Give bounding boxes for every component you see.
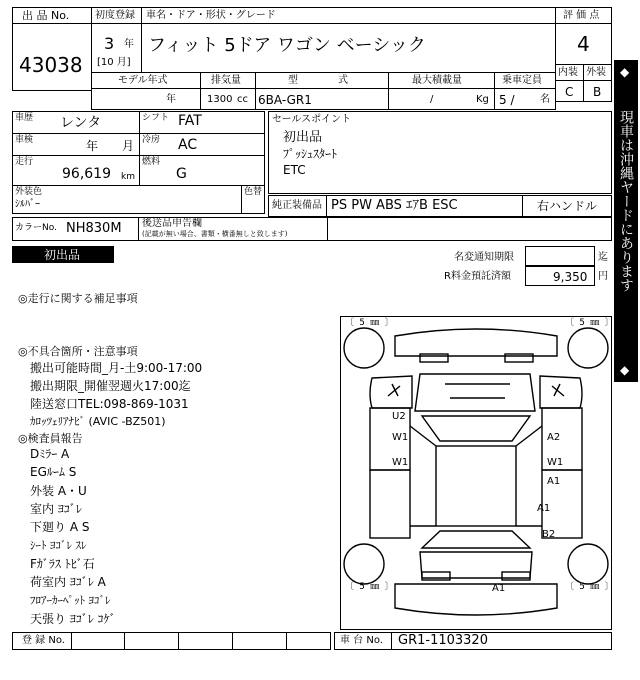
model-type: 6BA-GR1: [258, 93, 312, 107]
sales-point-item: ETC: [283, 163, 306, 177]
first-listing-badge-text: 初出品: [44, 248, 81, 262]
inspector-line: Fｶﾞﾗｽ ﾄﾋﾞ石: [30, 557, 95, 571]
model-year-label: モデル年式: [118, 75, 168, 86]
capacity-unit: 名: [540, 94, 550, 105]
damage-mark: W1: [392, 457, 409, 468]
inspector-line: 天張り ﾖｺﾞﾚ ｺｹﾞ: [30, 612, 116, 626]
after-market-label: 後送品申告欄: [142, 218, 202, 229]
tire-depth-front-right: 〔 5 ㎜ 〕: [565, 318, 614, 328]
exterior-label: 外装: [586, 67, 606, 78]
inspection-year: 年: [86, 139, 99, 153]
interior-grade: C: [565, 85, 574, 99]
first-registration-month: [10 月]: [97, 57, 131, 68]
banner-diamond-bottom: ◆: [620, 363, 630, 377]
fuel-label: 燃料: [142, 157, 161, 167]
damage-mark: B2: [542, 529, 556, 540]
color-change-label: 色替: [244, 187, 263, 197]
inspector-line: 外装 A・U: [30, 484, 87, 498]
inspection-month: 月: [122, 139, 135, 153]
car-name-label: 車名・ドア・形状・グレード: [146, 10, 276, 21]
score: 4: [577, 32, 590, 56]
equipment-label: 純正装備品: [272, 200, 322, 211]
damage-mark: W1: [547, 457, 564, 468]
car-name: フィット 5ドア ワゴン ベーシック: [148, 35, 426, 56]
inspector-line: 下廻り A S: [30, 520, 90, 534]
score-label: 評 価 点: [563, 10, 600, 21]
displacement-unit: cc: [237, 94, 248, 105]
steering-position: 右ハンドル: [537, 199, 598, 213]
inspector-line: Dﾐﾗｰ A: [30, 447, 70, 461]
defect-note-line: ｶﾛｯﾂｪﾘｱﾅﾋﾞ (AVIC -BZ501): [30, 415, 166, 428]
capacity-label: 乗車定員: [502, 75, 542, 86]
capacity: 5 /: [499, 93, 515, 107]
damage-mark: A1: [547, 476, 561, 487]
damage-mark: A1: [537, 503, 551, 514]
color-code: NH830M: [66, 221, 122, 236]
displacement-label: 排気量: [211, 75, 241, 86]
mileage-unit: km: [121, 172, 135, 182]
max-load-slash: /: [430, 94, 434, 105]
recycle-fee-label: R料金預託済額: [444, 271, 511, 282]
year-unit: 年: [124, 39, 134, 50]
tire-depth-rear-right: 〔 5 ㎜ 〕: [565, 582, 614, 592]
driving-notes-title: ◎走行に関する補足事項: [18, 292, 138, 305]
shift: FAT: [178, 113, 202, 129]
first-listing-badge: [12, 246, 114, 263]
fuel: G: [176, 166, 187, 182]
history: レンタ: [60, 115, 102, 131]
mileage-label: 走行: [15, 157, 34, 167]
max-load-unit: Kg: [476, 94, 489, 105]
inspection-label: 車検: [15, 135, 34, 145]
ac-label: 冷房: [142, 135, 161, 145]
type-label: 型 式: [288, 75, 348, 86]
history-label: 車歴: [15, 113, 34, 123]
interior-label: 内装: [558, 67, 578, 78]
first-registration-year: 3: [104, 34, 115, 53]
tire-depth-front-left: 〔 5 ㎜ 〕: [345, 318, 394, 328]
damage-mark: A2: [547, 432, 561, 443]
max-load-label: 最大積載量: [412, 75, 462, 86]
equipment-items: PS PW ABS ｴｱB ESC: [331, 198, 458, 213]
damage-mark: W1: [392, 432, 409, 443]
displacement: 1300: [207, 94, 233, 105]
color-code-label: カラーNo.: [15, 223, 57, 233]
inspector-report-title: ◎検査員報告: [18, 432, 83, 445]
defect-note-line: 搬出期限_開催翌週火17:00迄: [30, 379, 191, 393]
chassis-label: 車 台 No.: [340, 635, 383, 646]
banner-text: 現車は沖縄ヤードにあります: [618, 110, 634, 292]
exterior-grade: B: [593, 85, 602, 99]
after-market-note: (記載が無い場合、書類・横番無しと致します): [142, 230, 288, 238]
inspector-line: 室内 ﾖｺﾞﾚ: [30, 502, 82, 516]
defect-note-line: 搬出可能時間_月-土9:00-17:00: [30, 361, 203, 375]
sales-point-item: 初出品: [283, 130, 323, 145]
defect-notes-title: ◎不具合箇所・注意事項: [18, 345, 138, 358]
damage-mark: A1: [492, 583, 506, 594]
name-change-deadline-label: 名変通知期限: [454, 252, 514, 263]
sales-point-label: セールスポイント: [272, 114, 352, 125]
recycle-fee-unit: 円: [598, 271, 608, 282]
recycle-fee-value: 9,350: [553, 270, 588, 284]
yard-location-banner: [614, 60, 638, 382]
inspector-line: 荷室内 ﾖｺﾞﾚ A: [30, 575, 106, 589]
color: ｼﾙﾊﾞｰ: [15, 199, 40, 210]
registration-label: 登 録 No.: [22, 635, 65, 646]
inspector-line: ｼｰﾄ ﾖｺﾞﾚ ｽﾚ: [30, 539, 87, 552]
damage-mark: U2: [392, 411, 406, 422]
name-change-deadline-unit: 迄: [598, 252, 608, 263]
ac: AC: [178, 137, 198, 153]
lot-number: 43038: [19, 53, 83, 77]
model-year-unit: 年: [166, 94, 176, 105]
sales-point-item: ﾌﾟｯｼｭｽﾀｰﾄ: [283, 147, 338, 161]
lot-number-label: 出 品 No.: [22, 9, 70, 22]
banner-diamond-top: ◆: [620, 65, 630, 79]
first-registration-label: 初度登録: [95, 10, 135, 21]
mileage: 96,619: [62, 166, 111, 182]
defect-note-line: 陸送窓口TEL:098-869-1031: [30, 397, 189, 411]
color-label: 外装色: [15, 187, 43, 197]
chassis-number: GR1-1103320: [398, 633, 488, 648]
tire-depth-rear-left: 〔 5 ㎜ 〕: [345, 582, 394, 592]
inspector-line: ﾌﾛｱｰｶｰﾍﾟｯﾄ ﾖｺﾞﾚ: [30, 594, 111, 607]
inspector-line: EGﾙｰﾑ S: [30, 465, 77, 479]
shift-label: シフト: [142, 113, 170, 123]
